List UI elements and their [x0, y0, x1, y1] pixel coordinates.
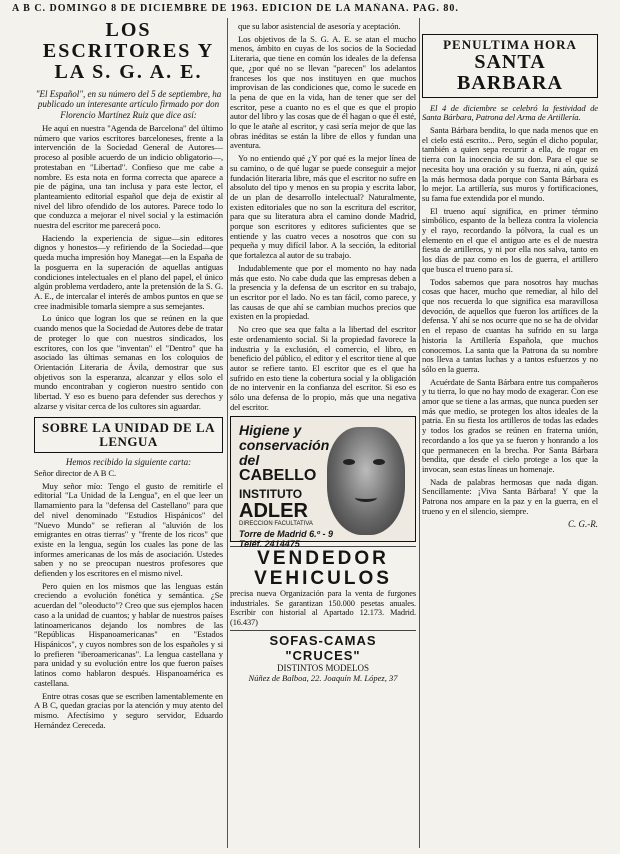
headline-box	[422, 34, 598, 98]
portrait-image	[327, 427, 405, 535]
hair-institute-ad	[230, 416, 416, 550]
letter-box	[34, 417, 223, 452]
column-rule	[227, 18, 228, 848]
signature: C. G.-R.	[568, 519, 598, 530]
ad-line: CABELLO	[239, 467, 317, 485]
ad-sub: DISTINTOS MODELOS	[276, 663, 370, 674]
ad-line: del	[239, 451, 260, 468]
column-right	[422, 16, 598, 848]
article-paragraph: Todos sabemos que para nosotros hay muchas cosas que hacer, mucho que remediar, al hilo del que nos recuerda lo que significa esa maravillosa devoción, de aquellos que fueron los artífices de la defensa. Y ahí se nos ocurre que no se ha de olvidar en el repaso de cuantas ha sufrido en su larga historia la Artillería Española, que muchos conocemos. La santa que la Patrona da su nombre nos lleva a tantas luchas y a tantos esfuerzos y no sólo en la guerra.	[422, 276, 598, 374]
column-left	[34, 16, 223, 848]
letter-lead: Hemos recibido la siguiente carta:	[65, 456, 192, 467]
article-paragraph: Lo único que logran los que se reúnen en la que cuando menos que la Sociedad de Autores debe de tratar de proteger lo que con nuestros sindicados, los escritores, con los que "inventan" el "Dentro" que ha asociado las últimas semanas en los coloquios de Orientación Literaria de Ávila, demostrar que sus objetivos son la esperanza, alcanzar y ellos solo el mundo encontraban y cogieron nuestro sentido con libertad. Y eso es bueno para defender sus derechos y alzarse y visitar cerca de los cultores sin aguardar.	[34, 313, 223, 411]
article-paragraph: El trueno aquí significa, en primer término simbólico, espanto de la belleza contra la violencia y el rayo, recordando la pólvora, la cual es un elemento en el que el antiguo arte es el de nuestra fiesta de artilleros, y ni por ella nos salva, tanto en los días de paz como en los de guerra, el artillero que busca el trueno para sí.	[422, 205, 598, 274]
ad-line: Higiene y	[239, 422, 302, 439]
ad-phone: Teléf. 2414475	[239, 539, 300, 550]
letter-paragraph: Muy señor mío: Tengo el gusto de remitirle el editorial "La Unidad de la Lengua", en el que leer un llamamiento para la "defensa del Castellano" para que del nivel denominado "Estudios Hispánicos" del "Nuevo Mundo" se refieran al "aluvión de los emigrantes en otras tierras" y "frente de los ricos" que existe en la lengua, según los cuales las pone de las informes americanas de los más de asociación. Ustedes saben y no se preocupan nuestros profesores que defienden y los escritores en el mismo nivel.	[34, 480, 223, 579]
ad-body: precisa nueva Organización para la venta de furgones industriales. Se garantizan 150.000 pesetas anuales. Escribir con historial al Apartado 12.173. Madrid. (16.437)	[230, 589, 416, 627]
ad-title: VENDEDOR	[257, 548, 389, 570]
letter-salute: Señor director de A B C.	[34, 468, 117, 479]
ad-line: conservación	[239, 437, 330, 454]
column-rule	[419, 18, 420, 848]
ad-address: Torre de Madrid 6.º - 9	[239, 529, 333, 540]
ad-title: VEHICULOS	[254, 568, 392, 590]
article-lead: "El Español", en su número del 5 de septiembre, ha publicado un interesante artículo firmado por don Florencio Martínez Ruiz que dice así:	[35, 89, 222, 120]
ad-tagline: DIRECCION FACULTATIVA	[239, 521, 313, 528]
letter-closing: Entre otras cosas que se escriben lamentablemente en A B C, quedan gracias por la atención y muy atento del mismo. Afectísimo y seguro servidor, Eduardo Hernández Cereceda.	[34, 690, 223, 730]
sofa-bed-ad	[230, 630, 416, 683]
article-paragraph: Santa Bárbara bendita, lo que nada menos que en el cielo está escrito... Pero, según el dicho popular, también a quien sepa recurrir a ella, de rogar en tierra con la inocencia de su don. Para el que se necesita hoy una oración y su fuerza, ni aún, quizá la más hermosa dada porque con Santa Bárbara es lo mejor. La artillería, sus muros y fortificaciones, su fama fue extendida por el mundo.	[422, 125, 598, 203]
article-title: SANTA BARBARA	[457, 50, 563, 94]
ad-brand: INSTITUTO	[239, 487, 303, 502]
article-paragraph: que su labor asistencial de asesoría y aceptación.	[238, 22, 401, 31]
article-paragraph: Nada de palabras hermosas que nada digan. Sencillamente: ¡Viva Santa Bárbara! Y que la Patrona nos ampare en la paz y en la guerra, en el trueno y en el silencio, siempre.	[422, 476, 598, 516]
letter-title: SOBRE LA UNIDAD DE LA LENGUA	[41, 420, 216, 450]
kicker: PENULTIMA HORA	[443, 37, 577, 52]
article-paragraph: Haciendo la experiencia de sigue—sin editores dignos y honestos—y refiriendo de la Sociedad—que queda mucha impresión hoy Manegat—en la España de la posguerra en la superación de aquellas antiguas condiciones intelectuales en el plano del papel, el único algún problema verdadero, ante la pretensión de la S. G. A. E., de intercalar el interés de ambos puntos en que se cree inadmisible tomarla siempre a sus semejantes.	[34, 232, 223, 311]
ad-title: SOFAS-CAMAS "CRUCES"	[269, 633, 377, 664]
article-paragraph: Yo no entiendo qué ¿Y por qué es la mejor línea de su camino, o de qué lugar se puede conseguir a mejor fundación literaria libre, más que el escritor no sufre en absoluto del tipo y menos en su propia y escrita labor, de un plan de desarrollo intelectual? Naturalmente, existen editoriales que no son la escritura del escritor, para que su literatura abra el camino donde Madrid, porque son escritores y editores suficientes que se entiende y las cuatro veces a nosotros que con su pequeña y muy difícil labor. A la sección, la editorial que fortalezca al autor de su trabajo.	[230, 153, 416, 261]
article-lead: El 4 de diciembre se celebró la festividad de Santa Bárbara, Patrona del Arma de Artillería.	[422, 102, 598, 123]
column-middle	[230, 22, 416, 848]
article-paragraph: Acuérdate de Santa Bárbara entre tus compañeros y tu tierra, lo que no hay modo de exagerar. Con ese amor que se tiene a las armas, que nunca pueden ser más que medio, se protegen los altos ideales de la patria. En su fiesta los artilleros de todas las edades y todos los grados se reúnen en fraterna unión, recordando a los que ya se fueron y honrando a los que permanecen en la brecha. Por Santa Bárbara bendita, que desde el cielo protege a los que la invocan, sean estas líneas un homenaje.	[422, 376, 598, 474]
article-paragraph: No creo que sea que falta a la libertad del escritor este ordenamiento social. Si la propiedad favorece la industria y la exclusión, el comercio, el libro, en beneficio del público, el editor y el escritor tiene al que autor se refiere tanto. El escritor que es el que ha sufrido en esto tiene la cobertura social y la obligación de no intervenir en la confianza del escritor. Si eso es sólo una defensa de lo propio, más que una negativa del escritor.	[230, 324, 416, 412]
ad-address: Núñez de Balboa, 22. Joaquín M. López, 37	[248, 673, 398, 684]
article-title: LOS ESCRITORES Y LA S. G. A. E.	[42, 19, 215, 83]
vehicle-seller-ad	[230, 546, 416, 627]
letter-paragraph: Pero quien en los mismos que las lenguas están creciendo a evolución fonética y semántica. ¿Se acuerdan del "oleoducto"? Creo que sus ejemplos hacen caso a la unidad de cuantos; y hablar de nuestros países latinoamericanos dejando los nombres de las "Repúblicas Hispanoamericanas" en "Estados Hispánicos", y cuyos nombres son de los españoles y si lo prefieren "iberoamericanas". La lengua castellana y para unidad y su evolución entre los que fueron países latinos como hablaron después. Hispanoamérica es castellana.	[34, 580, 223, 688]
page-header: A B C. DOMINGO 8 DE DICIEMBRE DE 1963. EDICION DE LA MAÑANA. PAG. 80.	[12, 3, 459, 14]
article-paragraph: Los objetivos de la S. G. A. E. se atan el mucho menos, ámbito en cuyas de los socios de la Sociedad Literaria, que tiene en común los ideales de la defensa que, ¿por qué no se llevan "parecen" los adelantos franceses los que nos instituyen en que muchos improvisan de las condiciones que, como le sucede en la pena de que en la vida, han de tener que ser del escritor, pese a cuanto no es el que es que el propio autor del libro y las cosas que de él hagan o que él esté, lo que le atañe al escritor, y casi sería mejor de que las obras inéditas se están la libre de ellos y fundan una aventura.	[230, 33, 416, 151]
article-paragraph: He aquí en nuestra "Agenda de Barcelona" del último número que varios escritores barceloneses, frente a la intervención de la Sociedad General de Autores—proceso al posible acuerdo de un indicio obligatorio—, protestaban en "Libertad". Confieso que me cabe a nombre. Es esta nota en forma correcta que aparece a pie de página, una tan inclusa y para este lector, el planteamiento editorial español que deja de existir al nivel del libro ofendido de los autores. Parece todo lo que conduzca a mejorar el nivel social y la estimación nuestra del escritor me parecerá poco.	[34, 123, 223, 231]
article-paragraph: Indudablemente que por el momento no hay nada más que esto. No cabe duda que las empresas deben a la presencia y la defensa de un escritor en su trabajo, un escritor por el lado. No es tan fácil, como parece, y las causas de que ahí se cambian muchos precios que existen en la propiedad.	[230, 262, 416, 322]
ad-brand: ADLER	[239, 500, 308, 523]
